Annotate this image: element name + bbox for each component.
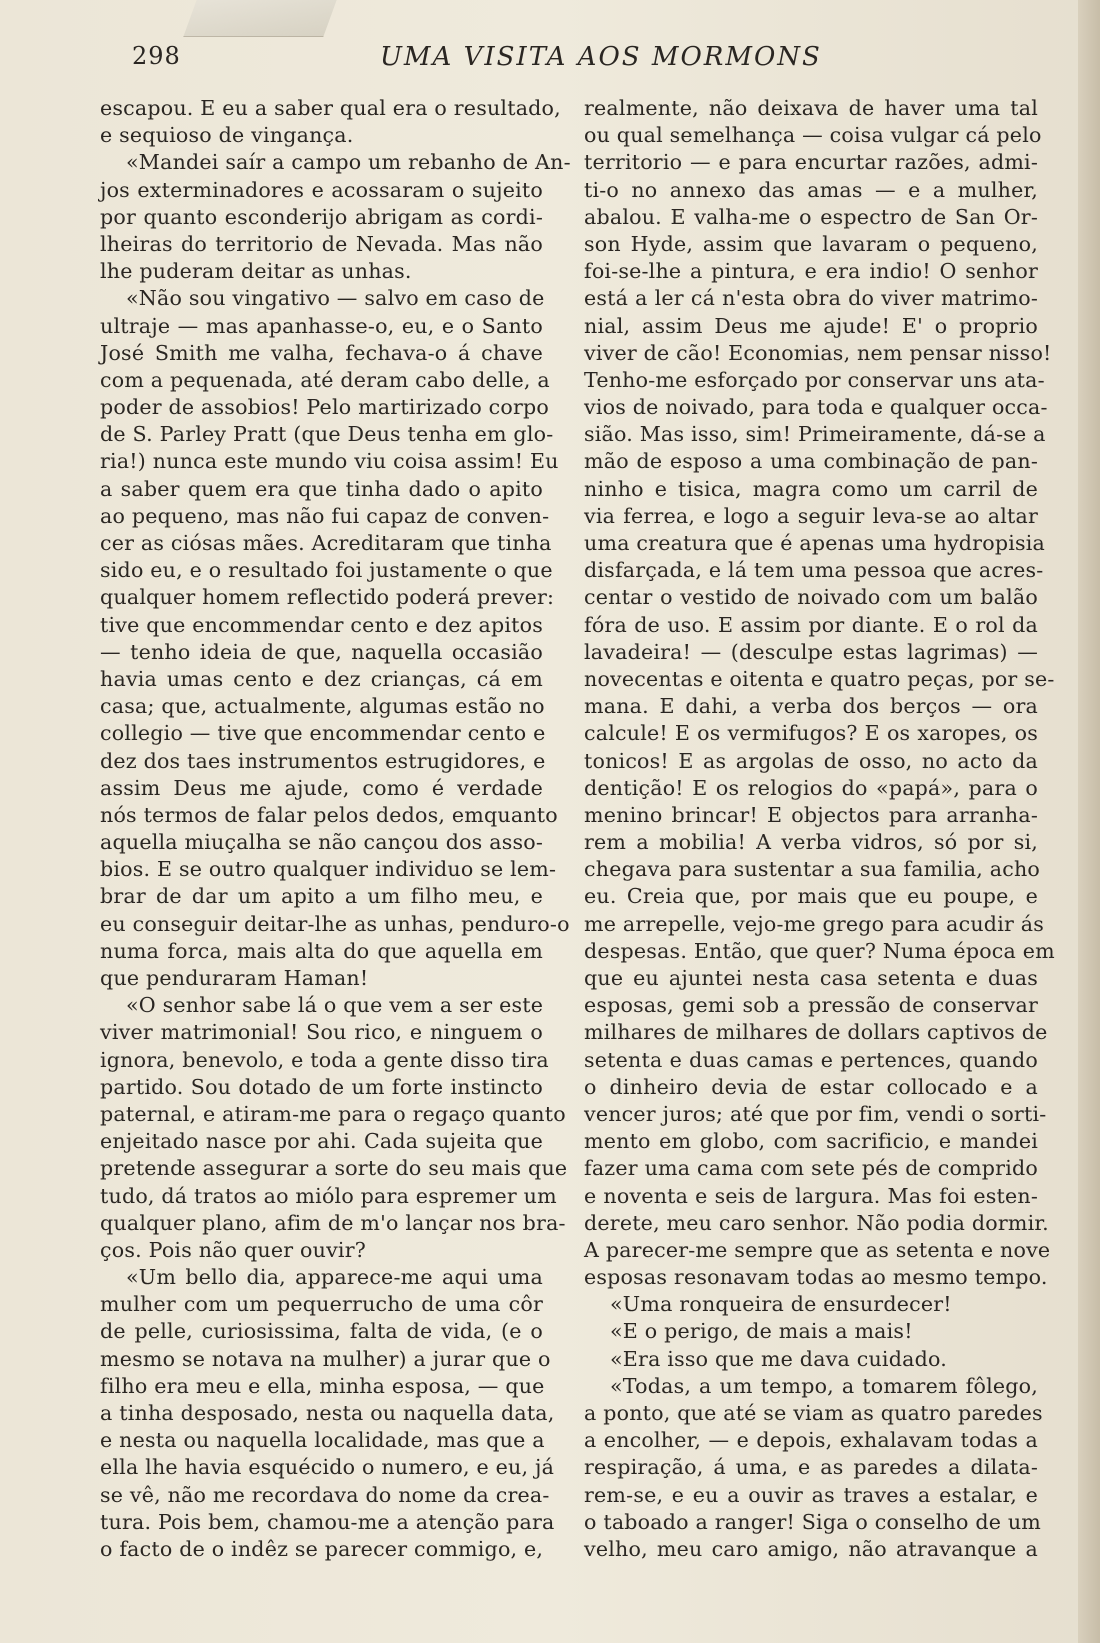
text-line: qualquer plano, afim de m'o lançar nos bra- — [100, 1210, 566, 1235]
text-line: A parecer-me sempre que as setenta e nove — [584, 1237, 1051, 1262]
text-line: derete, meu caro senhor. Não podia dormir. — [584, 1210, 1049, 1235]
text-line: via ferrea, e logo a seguir leva-se ao altar — [584, 503, 1038, 528]
text-line: milhares de milhares de dollars captivos de — [584, 1020, 1048, 1045]
page-edge — [1078, 0, 1100, 1643]
text-line: lheiras do territorio de Nevada. Mas não — [100, 231, 543, 256]
text-line: despesas. Então, que quer? Numa época em — [584, 938, 1055, 963]
text-line: collegio — tive que encommendar cento e — [100, 721, 546, 746]
text-line: por quanto esconderijo abrigam as cordi- — [100, 204, 543, 229]
text-line: o facto de o indêz se parecer commigo, e, — [100, 1536, 544, 1561]
text-line: «Mandei saír a campo um rebanho de An- — [126, 150, 571, 175]
text-line: abalou. E valha-me o espectro de San Or- — [584, 204, 1038, 229]
text-line: tive que encommendar cento e dez apitos — [100, 612, 543, 637]
text-line: «Um bello dia, apparece-me aqui uma — [126, 1265, 543, 1290]
text-line: «Todas, a um tempo, a tomarem fôlego, — [610, 1373, 1038, 1398]
text-line: ella lhe havia esquécido o numero, e eu, já — [100, 1455, 555, 1480]
text-line: aquella miuçalha se não cançou dos asso- — [100, 830, 543, 855]
text-line: novecentas e oitenta e quatro peças, por se- — [584, 666, 1055, 691]
text-line: viver de cão! Economias, nem pensar nisso! — [584, 340, 1052, 365]
text-line: territorio — e para encurtar razões, admi- — [584, 150, 1038, 175]
text-line: disfarçada, e lá tem uma pessoa que acres- — [584, 558, 1044, 583]
page-number: 298 — [132, 42, 181, 70]
text-line: mesmo se notava na mulher) a jurar que o — [100, 1346, 551, 1371]
text-line: uma creatura que é apenas uma hydropisia — [584, 531, 1046, 555]
text-line: foi-se-lhe a pintura, e era indio! O senhor — [584, 259, 1038, 284]
text-line: José Smith me valha, fechava-o á chave — [100, 340, 543, 365]
text-line: e nesta ou naquella localidade, mas que a — [100, 1428, 545, 1453]
text-line: a tinha desposado, nesta ou naquella data, — [100, 1401, 555, 1425]
text-line: lhe puderam deitar as unhas. — [100, 259, 412, 284]
text-line: bios. E se outro qualquer individuo se lem- — [100, 857, 557, 882]
text-line: esposas, gemi sob a pressão de conservar — [584, 993, 1038, 1018]
text-line: sião. Mas isso, sim! Primeiramente, dá-se a — [584, 422, 1046, 447]
text-line: filho era meu e ella, minha esposa, — que — [100, 1373, 545, 1398]
text-line: mulher com um pequerrucho de uma côr — [100, 1292, 543, 1317]
text-line: son Hyde, assim que lavaram o pequeno, — [584, 231, 1038, 256]
text-line: «Uma ronqueira de ensurdecer! — [610, 1292, 952, 1317]
text-line: respiração, á uma, e as paredes a dilata- — [584, 1455, 1038, 1480]
text-line: a ponto, que até se viam as quatro paredes — [584, 1401, 1043, 1425]
text-line: que eu ajuntei nesta casa setenta e duas — [584, 966, 1038, 990]
text-line: mana. E dahi, a verba dos berços — ora — [584, 694, 1038, 719]
text-line: menino brincar! E objectos para arranha- — [584, 802, 1038, 827]
text-line: brar de dar um apito a um filho meu, e — [100, 884, 543, 909]
text-line: partido. Sou dotado de um forte instincto — [100, 1074, 543, 1099]
text-line: — tenho ideia de que, naquella occasião — [100, 639, 543, 664]
text-line: ti-o no annexo das amas — e a mulher, — [584, 177, 1038, 202]
left-column — [100, 95, 571, 1563]
text-line: tudo, dá tratos ao miólo para espremer um — [100, 1183, 557, 1208]
right-column — [584, 95, 1055, 1563]
text-line: casa; que, actualmente, algumas estão no — [100, 694, 545, 719]
text-line: «E o perigo, de mais a mais! — [610, 1319, 913, 1344]
text-line: esposas resonavam todas ao mesmo tempo. — [584, 1265, 1048, 1290]
text-line: chegava para sustentar a sua familia, acho — [584, 857, 1041, 882]
text-line: me arrepelle, vejo-me grego para acudir ás — [584, 911, 1045, 936]
text-line: havia umas cento e dez crianças, cá em — [100, 666, 543, 691]
text-line: sido eu, e o resultado foi justamente o que — [100, 558, 553, 583]
text-line: «Não sou vingativo — salvo em caso de — [126, 286, 545, 311]
page-header — [0, 38, 1100, 78]
text-line: que penduraram Haman! — [100, 966, 369, 990]
text-line: paternal, e atiram-me para o regaço quanto — [100, 1101, 566, 1126]
text-line: dez dos taes instrumentos estrugidores, e — [100, 748, 546, 773]
text-line: a encolher, — e depois, exhalavam todas a — [584, 1428, 1038, 1453]
text-line: está a ler cá n'esta obra do viver matrimo- — [584, 286, 1038, 311]
text-line: se vê, não me recordava do nome da crea- — [100, 1482, 550, 1507]
text-line: o dinheiro devia de estar collocado e a — [584, 1074, 1038, 1099]
text-line: qualquer homem reflectido poderá prever: — [100, 585, 555, 610]
text-line: enjeitado nasce por ahi. Cada sujeita que — [100, 1129, 543, 1154]
text-line: realmente, não deixava de haver uma tal — [584, 96, 1038, 120]
text-line: viver matrimonial! Sou rico, e ninguem o — [100, 1020, 543, 1045]
text-line: rem a mobilia! A verba vidros, só por si, — [584, 830, 1038, 855]
text-line: escapou. E eu a saber qual era o resultado, — [100, 96, 561, 120]
text-line: pretende assegurar a sorte do seu mais que — [100, 1156, 568, 1181]
running-title: UMA VISITA AOS MORMONS — [380, 42, 822, 72]
text-line: mão de esposo a uma combinação de pan- — [584, 449, 1038, 474]
text-line: eu conseguir deitar-lhe as unhas, penduro-o — [100, 911, 570, 936]
text-line: ultraje — mas apanhasse-o, eu, e o Santo — [100, 313, 543, 338]
text-line: centar o vestido de noivado com um balão — [584, 585, 1038, 610]
text-line: cer as ciósas mães. Acreditaram que tinha — [100, 531, 552, 555]
text-line: ou qual semelhança — coisa vulgar cá pelo — [584, 123, 1042, 148]
text-line: ria!) nunca este mundo viu coisa assim! Eu — [100, 449, 559, 474]
text-line: velho, meu caro amigo, não atravanque a — [584, 1536, 1038, 1561]
text-line: nial, assim Deus me ajude! E' o proprio — [584, 313, 1038, 338]
text-line: dentição! E os relogios do «papá», para o — [584, 775, 1038, 800]
text-line: jos exterminadores e acossaram o sujeito — [100, 177, 543, 202]
text-line: de pelle, curiosissima, falta de vida, (e o — [100, 1319, 543, 1344]
text-line: «O senhor sabe lá o que vem a ser este — [126, 993, 544, 1018]
text-line: eu. Creia que, por mais que eu poupe, e — [584, 884, 1038, 909]
text-line: ços. Pois não quer ouvir? — [100, 1237, 366, 1262]
text-line: fóra de uso. E assim por diante. E o rol da — [584, 612, 1038, 637]
text-line: vios de noivado, para toda e qualquer occa- — [584, 395, 1048, 420]
text-line: numa forca, mais alta do que aquella em — [100, 938, 543, 963]
tape-strip — [183, 0, 336, 37]
text-line: de S. Parley Pratt (que Deus tenha em glo- — [100, 422, 554, 447]
text-line: tura. Pois bem, chamou-me a atenção para — [100, 1509, 555, 1534]
text-line: com a pequenada, até deram cabo delle, a — [100, 367, 550, 392]
text-line: e noventa e seis de largura. Mas foi esten- — [584, 1183, 1038, 1208]
text-line: ao pequeno, mas não fui capaz de conven- — [100, 503, 550, 528]
text-line: mento em globo, com sacrificio, e mandei — [584, 1129, 1038, 1154]
text-line: «Era isso que me dava cuidado. — [610, 1346, 947, 1371]
text-line: tonicos! E as argolas de osso, no acto da — [584, 748, 1038, 773]
text-line: fazer uma cama com sete pés de comprido — [584, 1156, 1038, 1181]
text-line: Tenho-me esforçado por conservar uns ata- — [584, 367, 1045, 392]
text-line: e sequioso de vingança. — [100, 123, 354, 148]
text-line: poder de assobios! Pelo martirizado corpo — [100, 395, 550, 420]
text-line: ninho e tisica, magra como um carril de — [584, 476, 1038, 501]
text-line: a saber quem era que tinha dado o apito — [100, 476, 543, 501]
text-line: setenta e duas camas e pertences, quando — [584, 1047, 1038, 1072]
text-line: calcule! E os vermifugos? E os xaropes, os — [584, 721, 1038, 746]
text-line: vencer juros; até que por fim, vendi o sorti- — [584, 1101, 1047, 1126]
text-line: o taboado a ranger! Siga o conselho de um — [584, 1509, 1042, 1534]
text-line: rem-se, e eu a ouvir as traves a estalar, e — [584, 1482, 1038, 1507]
text-line: nós termos de falar pelos dedos, emquanto — [100, 802, 558, 827]
text-line: lavadeira! — (desculpe estas lagrimas) — — [584, 639, 1038, 664]
text-line: ignora, benevolo, e toda a gente disso tira — [100, 1047, 549, 1072]
text-line: assim Deus me ajude, como é verdade — [100, 775, 543, 800]
